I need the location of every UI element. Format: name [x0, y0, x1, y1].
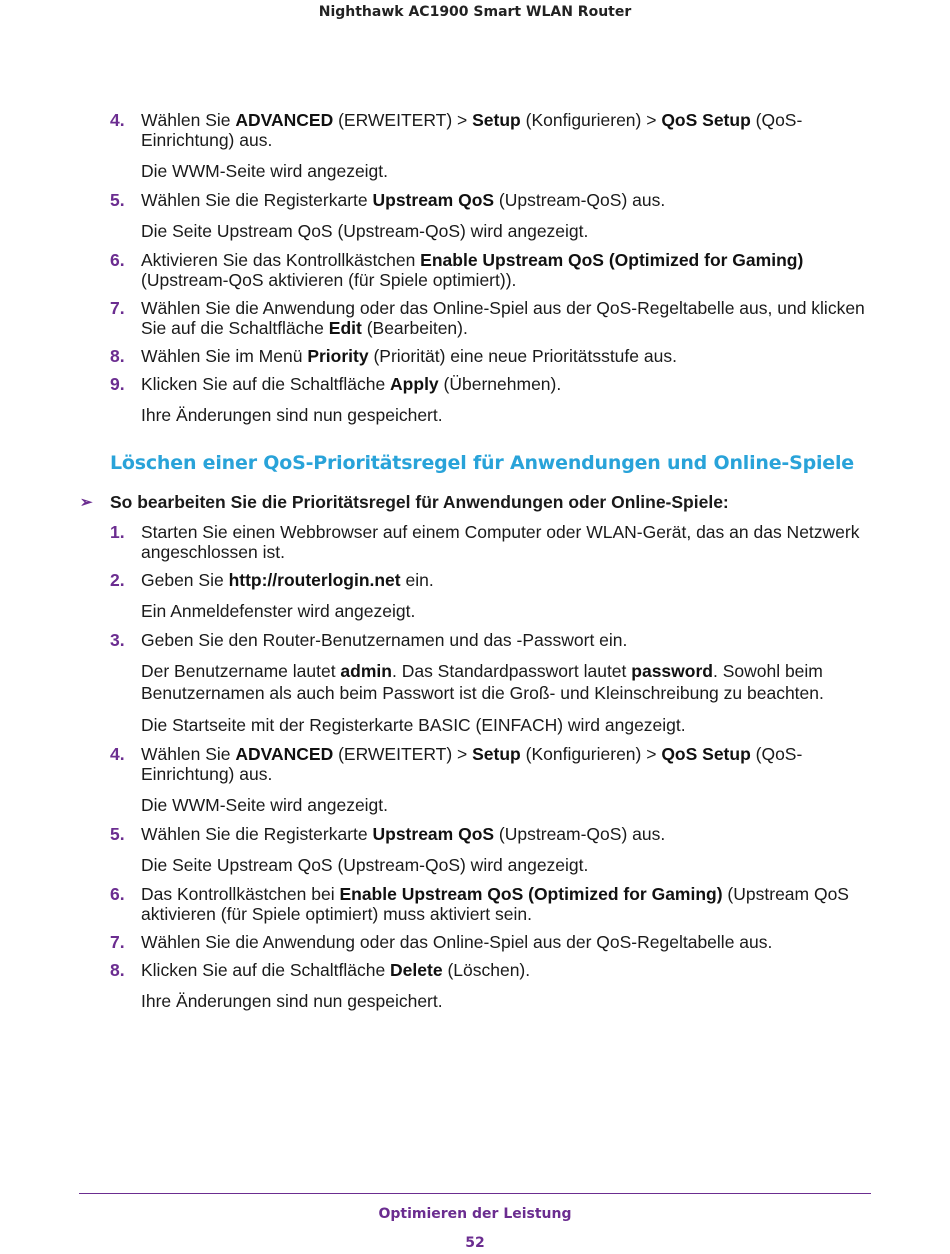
emphasis-text: Setup: [472, 744, 521, 764]
step-item: [110, 374, 872, 394]
procedure-title: [80, 492, 872, 514]
section-delete-steps: [110, 522, 872, 1012]
step-result-note: Die WWM-Seite wird angezeigt.: [141, 795, 389, 815]
step-item: [110, 960, 872, 980]
step-item: [110, 250, 872, 290]
step-number: 3.: [110, 630, 125, 650]
step-number: 6.: [110, 250, 125, 270]
step-result-note: Ihre Änderungen sind nun gespeichert.: [141, 991, 443, 1011]
step-text: Wählen Sie die Anwendung oder das Online-Spiel aus der QoS-Regeltabelle aus.: [141, 932, 773, 952]
footer-chapter-title: Optimieren der Leistung: [378, 1206, 572, 1222]
page-number: 52: [465, 1235, 485, 1251]
emphasis-text: admin: [340, 661, 392, 681]
step-item: [110, 298, 872, 338]
step-number: 1.: [110, 522, 125, 542]
step-number: 8.: [110, 960, 125, 980]
emphasis-text: Apply: [390, 374, 439, 394]
step-item: [110, 744, 872, 784]
arrow-right-icon: ➢: [80, 494, 93, 511]
emphasis-text: Enable Upstream QoS (Optimized for Gaming): [339, 884, 723, 904]
step-number: 6.: [110, 884, 125, 904]
emphasis-text: ADVANCED: [235, 744, 334, 764]
emphasis-text: QoS Setup: [661, 744, 751, 764]
step-text: Geben Sie den Router-Benutzernamen und das -Passwort ein.: [141, 630, 628, 650]
step-text: Klicken Sie auf die Schaltfläche Apply (Übernehmen).: [141, 374, 562, 394]
step-result-note: Die Seite Upstream QoS (Upstream-QoS) wird angezeigt.: [141, 855, 589, 875]
section-edit-steps: [110, 110, 872, 426]
step-result-note: Ihre Änderungen sind nun gespeichert.: [141, 405, 443, 425]
step-number: 7.: [110, 298, 125, 318]
step-text: Starten Sie einen Webbrowser auf einem Computer oder WLAN-Gerät, das an das Netzwerk angeschlossen ist.: [141, 522, 860, 562]
step-number: 5.: [110, 190, 125, 210]
step-item: [110, 824, 872, 844]
emphasis-text: Setup: [472, 110, 521, 130]
step-text: Aktivieren Sie das Kontrollkästchen Enable Upstream QoS (Optimized for Gaming) (Upstream-QoS aktivieren (für Spiele optimiert)).: [141, 250, 804, 290]
step-item: [110, 630, 872, 650]
step-number: 7.: [110, 932, 125, 952]
step-text: Klicken Sie auf die Schaltfläche Delete (Löschen).: [141, 960, 531, 980]
page-content: [80, 102, 872, 1012]
emphasis-text: Delete: [390, 960, 443, 980]
step-item: [110, 932, 872, 952]
step-number: 8.: [110, 346, 125, 366]
step-result-note: Ein Anmeldefenster wird angezeigt.: [141, 601, 416, 621]
step-number: 4.: [110, 744, 125, 764]
step-text: Wählen Sie im Menü Priority (Priorität) eine neue Prioritätsstufe aus.: [141, 346, 677, 366]
emphasis-text: Upstream QoS: [372, 190, 495, 210]
step-result-note: Die Seite Upstream QoS (Upstream-QoS) wird angezeigt.: [141, 221, 589, 241]
step-text: Wählen Sie ADVANCED (ERWEITERT) > Setup (Konfigurieren) > QoS Setup (QoS-Einrichtung) aus.: [141, 110, 803, 150]
step-result-note: Der Benutzername lautet admin. Das Standardpasswort lautet password. Sowohl beim Benutzernamen als auch beim Passwort ist die Groß- und Kleinschreibung zu beachten.: [141, 661, 824, 703]
emphasis-text: http://routerlogin.net: [228, 570, 401, 590]
emphasis-text: ADVANCED: [235, 110, 334, 130]
running-header: Nighthawk AC1900 Smart WLAN Router: [318, 4, 632, 20]
step-item: [110, 346, 872, 366]
footer-divider: [79, 1193, 871, 1194]
emphasis-text: Upstream QoS: [372, 824, 495, 844]
emphasis-text: Edit: [328, 318, 362, 338]
step-result-note: Die Startseite mit der Registerkarte BASIC (EINFACH) wird angezeigt.: [141, 715, 686, 735]
step-text: Das Kontrollkästchen bei Enable Upstream QoS (Optimized for Gaming) (Upstream QoS aktivieren (für Spiele optimiert) muss aktiviert sein.: [141, 884, 849, 924]
emphasis-text: Enable Upstream QoS (Optimized for Gaming): [420, 250, 804, 270]
step-text: Wählen Sie die Anwendung oder das Online-Spiel aus der QoS-Regeltabelle aus, und klicken Sie auf die Schaltfläche Edit (Bearbeiten).: [141, 298, 865, 338]
step-item: [110, 522, 872, 562]
step-text: Wählen Sie ADVANCED (ERWEITERT) > Setup (Konfigurieren) > QoS Setup (QoS-Einrichtung) aus.: [141, 744, 803, 784]
step-item: [110, 110, 872, 150]
step-text: Wählen Sie die Registerkarte Upstream QoS (Upstream-QoS) aus.: [141, 824, 666, 844]
step-number: 5.: [110, 824, 125, 844]
step-item: [110, 884, 872, 924]
step-item: [110, 570, 872, 590]
step-text: Wählen Sie die Registerkarte Upstream QoS (Upstream-QoS) aus.: [141, 190, 666, 210]
step-result-note: Die WWM-Seite wird angezeigt.: [141, 161, 389, 181]
step-item: [110, 190, 872, 210]
step-number: 2.: [110, 570, 125, 590]
step-number: 9.: [110, 374, 125, 394]
procedure-label: So bearbeiten Sie die Prioritätsregel für Anwendungen oder Online-Spiele:: [110, 492, 729, 512]
emphasis-text: password: [631, 661, 713, 681]
section-heading: Löschen einer QoS-Prioritätsregel für Anwendungen und Online-Spiele: [110, 452, 854, 474]
emphasis-text: QoS Setup: [661, 110, 751, 130]
emphasis-text: Priority: [307, 346, 369, 366]
step-number: 4.: [110, 110, 125, 130]
step-text: Geben Sie http://routerlogin.net ein.: [141, 570, 434, 590]
